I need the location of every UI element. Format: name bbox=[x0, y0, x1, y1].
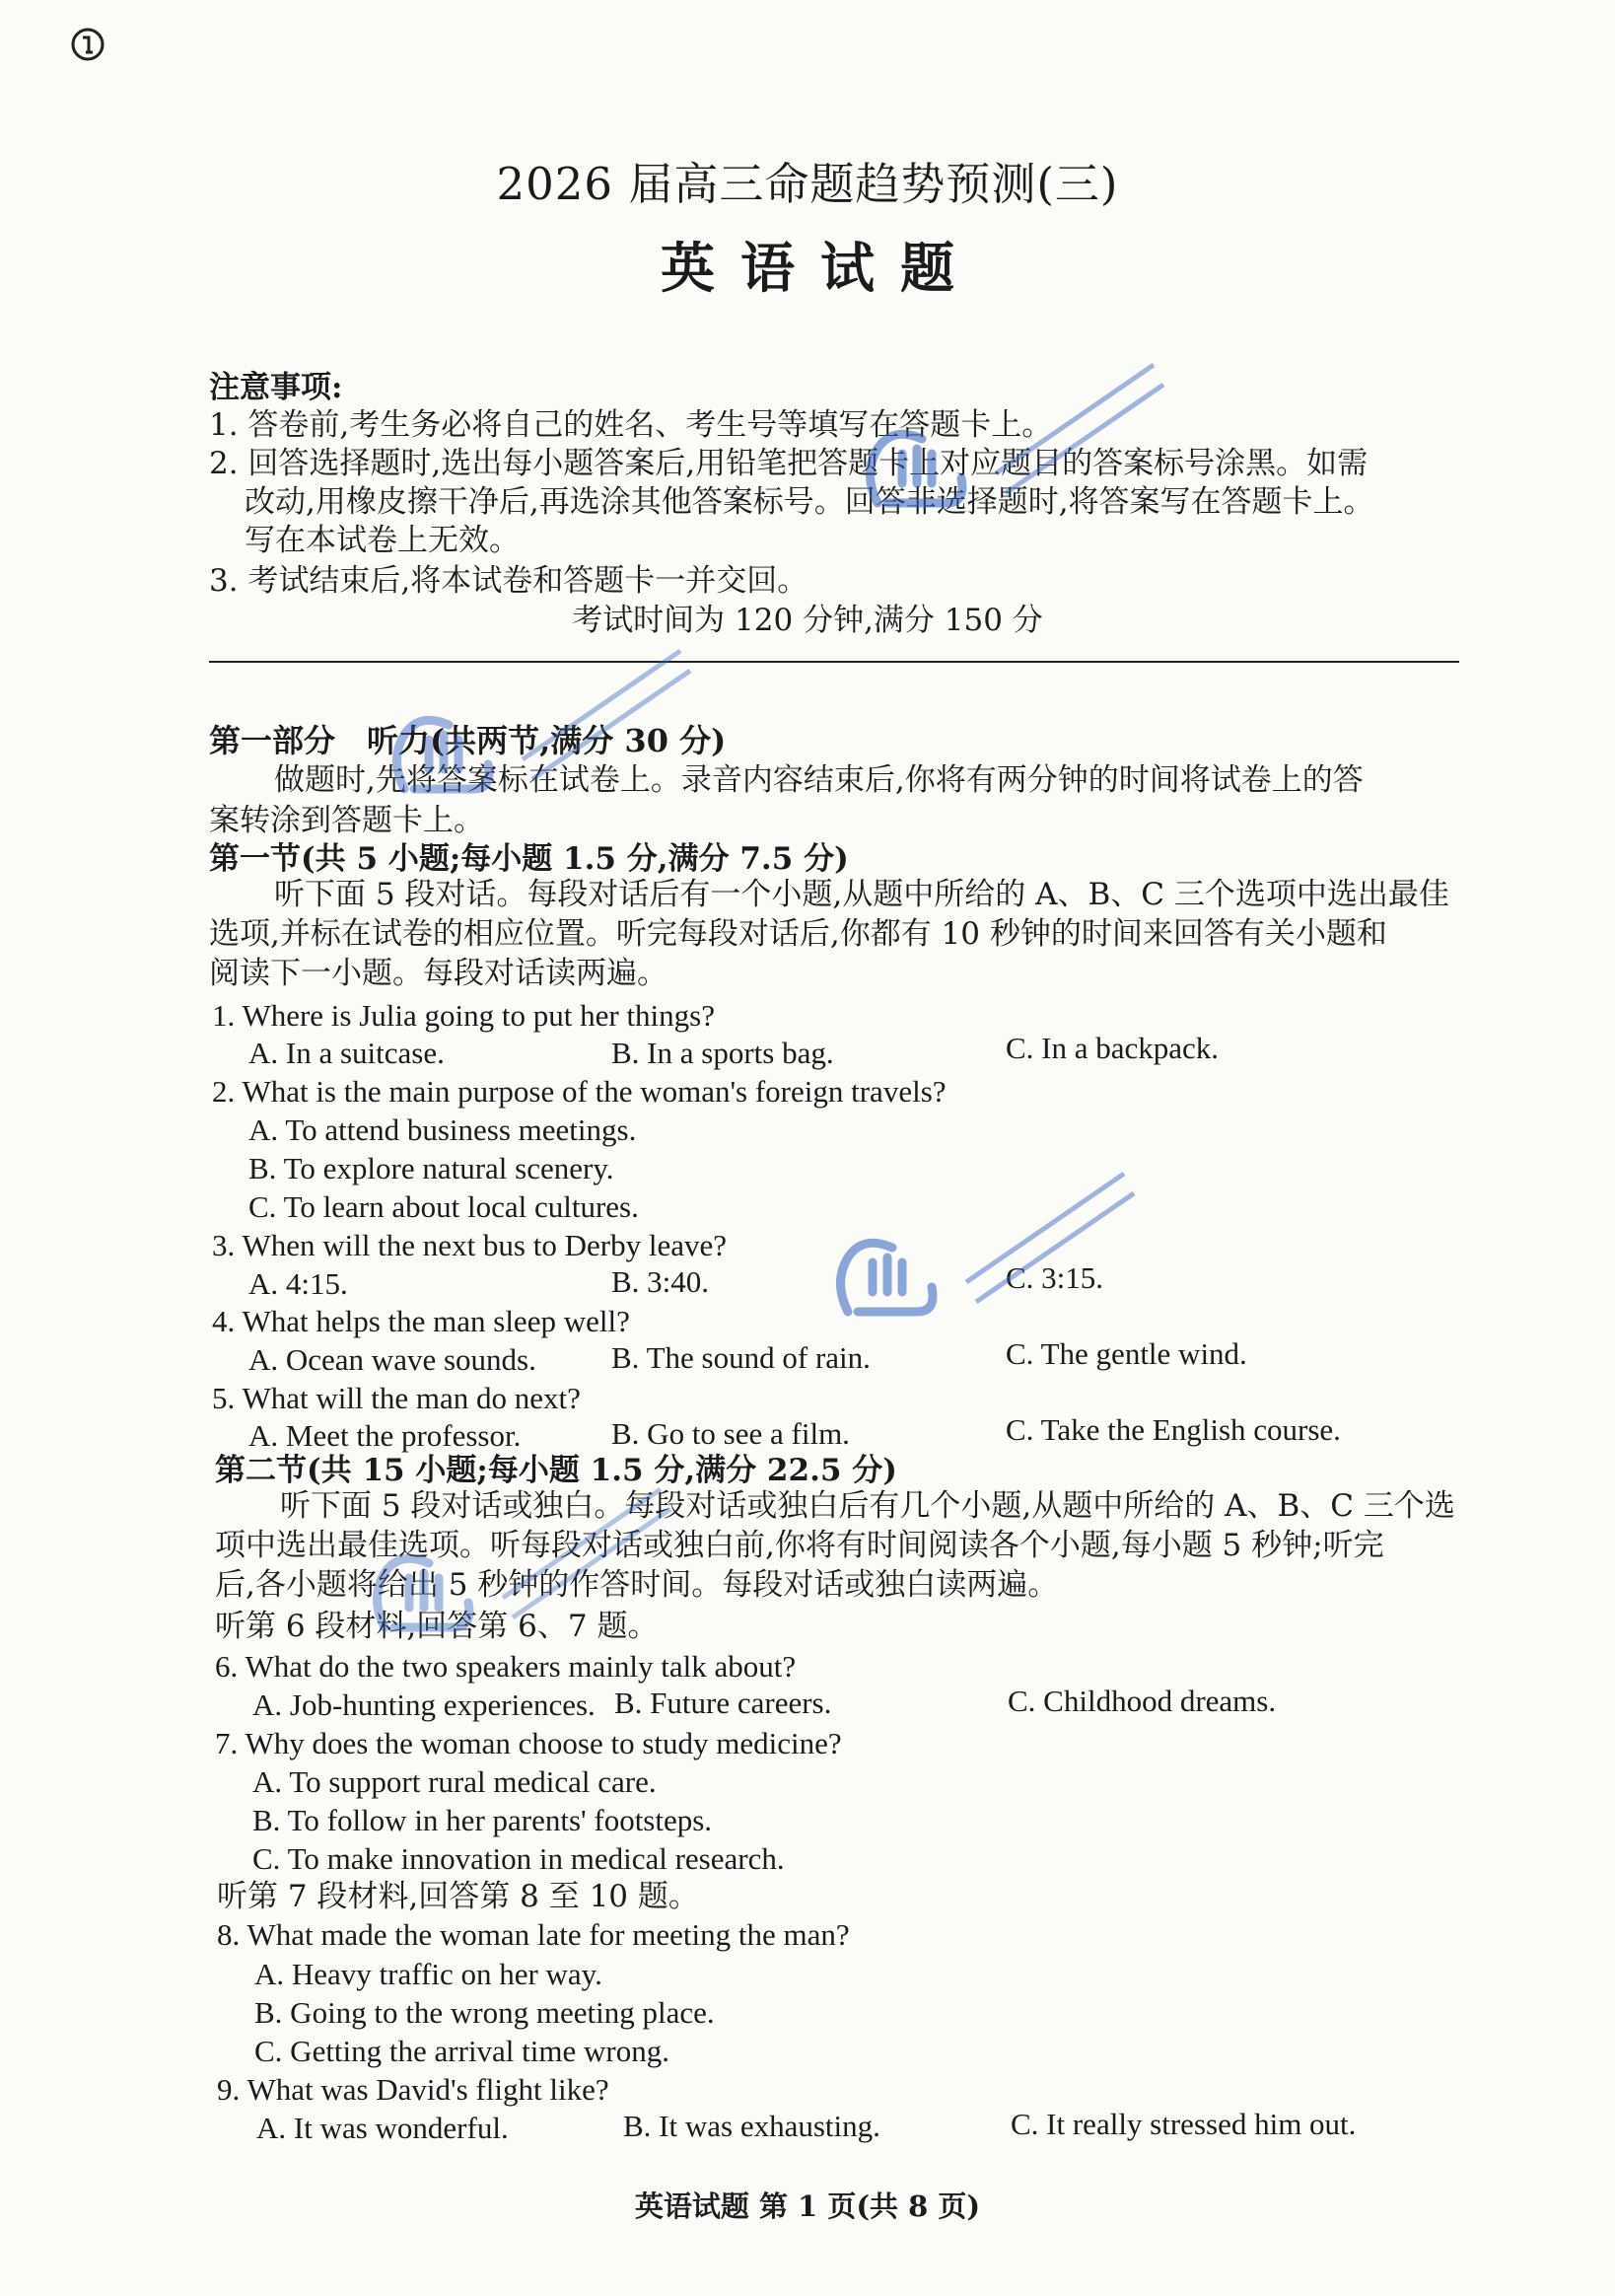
notice-item-2-line3: 写在本试卷上无效。 bbox=[245, 523, 520, 558]
question-1-option-a: A. In a suitcase. bbox=[248, 1036, 445, 1070]
section2-intro-line2: 项中选出最佳选项。听每段对话或独白前,你将有时间阅读各个小题,每小题 5 秒钟;听完 bbox=[215, 1528, 1384, 1563]
question-5-option-b: B. Go to see a film. bbox=[611, 1416, 850, 1451]
notice-item-3: 3. 考试结束后,将本试卷和答题卡一并交回。 bbox=[209, 563, 808, 599]
question-2-option-a: A. To attend business meetings. bbox=[248, 1112, 637, 1147]
question-9-option-b: B. It was exhausting. bbox=[623, 2109, 880, 2143]
page-footer: 英语试题 第 1 页(共 8 页) bbox=[634, 2189, 981, 2223]
question-1-option-b: B. In a sports bag. bbox=[611, 1036, 834, 1070]
question-2-option-b: B. To explore natural scenery. bbox=[248, 1151, 614, 1185]
section1-heading: 第一节(共 5 小题;每小题 1.5 分,满分 7.5 分) bbox=[209, 841, 849, 877]
material-7-instruction: 听第 7 段材料,回答第 8 至 10 题。 bbox=[217, 1879, 699, 1914]
part1-intro-line1: 做题时,先将答案标在试卷上。录音内容结束后,你将有两分钟的时间将试卷上的答 bbox=[274, 762, 1364, 798]
question-8-stem: 8. What made the woman late for meeting the man? bbox=[217, 1917, 850, 1952]
question-5-option-a: A. Meet the professor. bbox=[248, 1418, 522, 1453]
notice-heading: 注意事项: bbox=[209, 370, 343, 405]
question-2-option-c: C. To learn about local cultures. bbox=[248, 1189, 639, 1224]
question-5-option-c: C. Take the English course. bbox=[1006, 1412, 1341, 1447]
subject-title: 英语试题 bbox=[660, 236, 980, 300]
section1-intro-line1: 听下面 5 段对话。每段对话后有一个小题,从题中所给的 A、B、C 三个选项中选出最佳 bbox=[274, 877, 1449, 912]
watermark-logo-icon bbox=[385, 641, 700, 799]
question-6-option-c: C. Childhood dreams. bbox=[1008, 1684, 1277, 1718]
question-8-option-c: C. Getting the arrival time wrong. bbox=[254, 2034, 669, 2068]
question-9-option-a: A. It was wonderful. bbox=[256, 2111, 509, 2145]
section2-intro-line3: 后,各小题将给出 5 秒钟的作答时间。每段对话或独白读两遍。 bbox=[215, 1567, 1059, 1603]
corner-logo-icon bbox=[69, 26, 106, 63]
exam-time: 考试时间为 120 分钟,满分 150 分 bbox=[572, 603, 1043, 638]
question-4-option-b: B. The sound of rain. bbox=[611, 1340, 871, 1375]
question-1-option-c: C. In a backpack. bbox=[1006, 1031, 1220, 1065]
section1-intro-line3: 阅读下一小题。每段对话读两遍。 bbox=[209, 956, 667, 991]
question-3-stem: 3. When will the next bus to Derby leave? bbox=[212, 1228, 727, 1262]
part1-intro-line2: 案转涂到答题卡上。 bbox=[209, 803, 484, 838]
question-5-stem: 5. What will the man do next? bbox=[212, 1381, 581, 1415]
question-3-option-c: C. 3:15. bbox=[1006, 1260, 1104, 1295]
section1-intro-line2: 选项,并标在试卷的相应位置。听完每段对话后,你都有 10 秒钟的时间来回答有关小题和 bbox=[209, 916, 1387, 952]
question-6-stem: 6. What do the two speakers mainly talk about? bbox=[215, 1649, 797, 1684]
watermark-logo-icon bbox=[365, 1479, 680, 1637]
notice-item-2-line2: 改动,用橡皮擦干净后,再选涂其他答案标号。回答非选择题时,将答案写在答题卡上。 bbox=[245, 484, 1374, 520]
section2-heading: 第二节(共 15 小题;每小题 1.5 分,满分 22.5 分) bbox=[215, 1453, 897, 1488]
question-6-option-b: B. Future careers. bbox=[614, 1686, 832, 1720]
question-2-stem: 2. What is the main purpose of the woman's foreign travels? bbox=[212, 1074, 947, 1109]
watermark-logo-icon bbox=[858, 355, 1173, 513]
question-6-option-a: A. Job-hunting experiences. bbox=[252, 1687, 596, 1722]
section2-intro-line1: 听下面 5 段对话或独白。每段对话或独白后有几个小题,从题中所给的 A、B、C 三个选 bbox=[280, 1488, 1455, 1524]
question-4-option-c: C. The gentle wind. bbox=[1006, 1336, 1247, 1371]
question-8-option-a: A. Heavy traffic on her way. bbox=[254, 1957, 602, 1991]
question-7-stem: 7. Why does the woman choose to study medicine? bbox=[215, 1726, 842, 1760]
question-8-option-b: B. Going to the wrong meeting place. bbox=[254, 1995, 715, 2030]
part1-heading: 第一部分 听力(共两节,满分 30 分) bbox=[209, 722, 727, 759]
notice-item-2-line1: 2. 回答选择题时,选出每小题答案后,用铅笔把答题卡上对应题目的答案标号涂黑。如需 bbox=[209, 446, 1369, 481]
question-4-stem: 4. What helps the man sleep well? bbox=[212, 1304, 630, 1338]
question-3-option-a: A. 4:15. bbox=[248, 1266, 348, 1301]
question-9-stem: 9. What was David's flight like? bbox=[217, 2072, 609, 2107]
question-7-option-b: B. To follow in her parents' footsteps. bbox=[252, 1803, 713, 1837]
question-3-option-b: B. 3:40. bbox=[611, 1264, 710, 1299]
question-4-option-a: A. Ocean wave sounds. bbox=[248, 1342, 536, 1377]
watermark-logo-icon bbox=[828, 1164, 1144, 1322]
question-7-option-c: C. To make innovation in medical research. bbox=[252, 1841, 785, 1876]
material-6-instruction: 听第 6 段材料,回答第 6、7 题。 bbox=[215, 1609, 659, 1644]
notice-item-1: 1. 答卷前,考生务必将自己的姓名、考生号等填写在答题卡上。 bbox=[209, 407, 1053, 443]
question-7-option-a: A. To support rural medical care. bbox=[252, 1764, 657, 1799]
question-9-option-c: C. It really stressed him out. bbox=[1011, 2107, 1357, 2141]
question-1-stem: 1. Where is Julia going to put her things? bbox=[212, 998, 715, 1033]
exam-title: 2026 届高三命题趋势预测(三) bbox=[496, 158, 1119, 210]
